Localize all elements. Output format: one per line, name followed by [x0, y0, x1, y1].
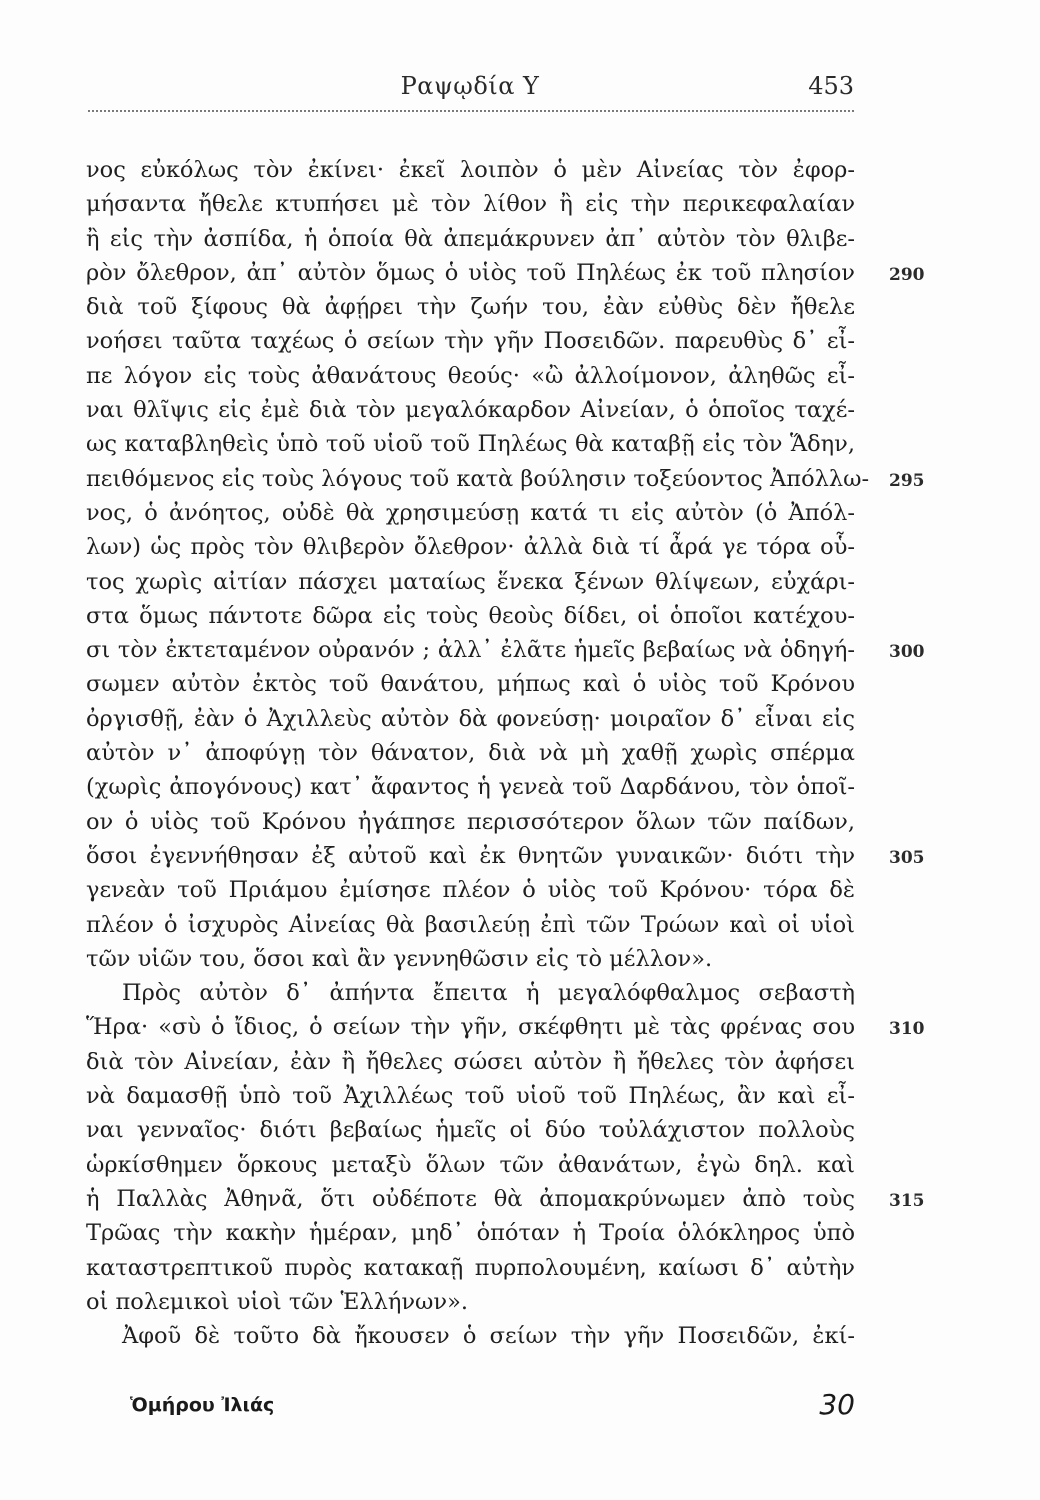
text-line: [86, 736, 855, 770]
text-line: [86, 222, 855, 256]
text-line-content: νὰ δαμασθῇ ὑπὸ τοῦ Ἀχιλλέως τοῦ υἱοῦ τοῦ Πηλέως, ἂν καὶ εἶ-: [86, 1083, 855, 1110]
text-line-content: μήσαντα ἤθελε κτυπήσει μὲ τὸν λίθον ἢ εἰς τὴν περικεφαλαίαν: [86, 191, 855, 218]
text-line-content: στα ὅμως πάντοτε δῶρα εἰς τοὺς θεοὺς δίδει, οἱ ὁποῖοι κατέχου-: [86, 602, 855, 629]
sheet-number: 30: [819, 1388, 855, 1421]
text-line-content: πειθόμενος εἰς τοὺς λόγους τοῦ κατὰ βούλησιν τοξεύοντος Ἀπόλλω-: [86, 465, 870, 492]
text-line-content: διὰ τοῦ ξίφους θὰ ἀφῄρει τὴν ζωήν του, ἐὰν εὐθὺς δὲν ἤθελε: [86, 294, 855, 321]
header-divider: [88, 110, 854, 115]
text-line-content: νος εὐκόλως τὸν ἐκίνει· ἐκεῖ λοιπὸν ὁ μὲν Αἰνείας τὸν ἐφορ-: [86, 157, 855, 183]
text-line-content: σωμεν αὐτὸν ἐκτὸς τοῦ θανάτου, μήπως καὶ ὁ υἱὸς τοῦ Κρόνου: [86, 671, 855, 698]
text-line-content: διὰ τὸν Αἰνείαν, ἐὰν ἢ ἤθελες σώσει αὐτὸν ἢ ἤθελες τὸν ἀφήσει: [86, 1048, 855, 1075]
text-line: [86, 462, 925, 496]
page-footer: [130, 1388, 855, 1428]
running-head: [86, 72, 854, 106]
text-line: [86, 1251, 855, 1285]
text-line-content: οἱ πολεμικοὶ υἱοὶ τῶν Ἑλλήνων».: [86, 1288, 468, 1315]
text-line-content: ναι γενναῖος· διότι βεβαίως ἡμεῖς οἱ δύο τοὐλάχιστον πολλοὺς: [86, 1117, 855, 1144]
text-line-content: ὡρκίσθημεν ὅρκους μεταξὺ ὅλων τῶν ἀθανάτων, ἐγὼ δηλ. καὶ: [86, 1151, 855, 1178]
signature-mark: Ὁμήρου Ἰλιάς: [130, 1394, 275, 1416]
text-line-content: Ἀφοῦ δὲ τοῦτο δὰ ἤκουσεν ὁ σείων τὴν γῆν Ποσειδῶν, ἐκί-: [122, 1323, 855, 1350]
text-line: [86, 1319, 855, 1353]
text-line: [86, 1113, 855, 1147]
text-line: [86, 393, 855, 427]
text-line: [86, 839, 925, 873]
text-line: [86, 1285, 855, 1319]
text-line: [86, 805, 855, 839]
text-line-content: τος χωρὶς αἰτίαν πάσχει ματαίως ἕνεκα ξένων θλίψεων, εὐχάρι-: [86, 568, 855, 595]
text-line: [86, 599, 855, 633]
verse-line-number: 295: [889, 470, 925, 491]
text-line: [86, 976, 855, 1010]
verse-line-number: 290: [889, 264, 925, 285]
text-line-content: ως καταβληθεὶς ὑπὸ τοῦ υἱοῦ τοῦ Πηλέως θὰ καταβῇ εἰς τὸν Ἅδην,: [86, 431, 855, 458]
text-line: [86, 496, 855, 530]
text-line: [86, 942, 855, 976]
verse-line-number: 315: [889, 1190, 925, 1211]
verse-line-number: 310: [889, 1019, 925, 1040]
text-line: [86, 908, 855, 942]
text-line-content: νοήσει ταῦτα ταχέως ὁ σείων τὴν γῆν Ποσειδῶν. παρευθὺς δ᾽ εἶ-: [86, 328, 855, 355]
text-line-content: καταστρεπτικοῦ πυρὸς κατακαῇ πυρπολουμένη, καίωσι δ᾽ αὐτὴν: [86, 1254, 855, 1281]
text-line-content: γενεὰν τοῦ Πριάμου ἐμίσησε πλέον ὁ υἱὸς τοῦ Κρόνου· τόρα δὲ: [86, 877, 855, 904]
text-line-content: ὅσοι ἐγεννήθησαν ἐξ αὐτοῦ καὶ ἐκ θνητῶν γυναικῶν· διότι τὴν: [86, 842, 855, 869]
text-line-content: ρὸν ὄλεθρον, ἀπ᾽ αὐτὸν ὅμως ὁ υἱὸς τοῦ Πηλέως ἐκ τοῦ πλησίον: [86, 259, 855, 286]
verse-line-number: 305: [889, 847, 925, 868]
text-line-content: Ἥρα· «σὺ ὁ ἴδιος, ὁ σείων τὴν γῆν, σκέφθητι μὲ τὰς φρένας σου: [86, 1014, 855, 1041]
text-line: [86, 667, 855, 701]
text-line-content: ναι θλῖψις εἰς ἐμὲ διὰ τὸν μεγαλόκαρδον Αἰνείαν, ὁ ὁποῖος ταχέ-: [86, 397, 855, 424]
text-line: [86, 1045, 855, 1079]
text-line: [86, 1182, 925, 1216]
text-line-content: σι τὸν ἐκτεταμένον οὐρανόν ; ἀλλ᾽ ἐλᾶτε ἡμεῖς βεβαίως νὰ ὁδηγή-: [86, 637, 855, 664]
text-line: [86, 530, 855, 564]
text-line-content: αὐτὸν ν᾽ ἀποφύγῃ τὸν θάνατον, διὰ νὰ μὴ χαθῇ χωρὶς σπέρμα: [86, 740, 855, 767]
text-line: [86, 427, 855, 461]
text-line-content: ὀργισθῇ, ἐὰν ὁ Ἀχιλλεὺς αὐτὸν δὰ φονεύσῃ· μοιραῖον δ᾽ εἶναι εἰς: [86, 705, 855, 732]
text-line-content: Πρὸς αὐτὸν δ᾽ ἀπήντα ἔπειτα ἡ μεγαλόφθαλμος σεβαστὴ: [122, 980, 855, 1007]
text-line: [86, 770, 855, 804]
text-line-content: λων) ὡς πρὸς τὸν θλιβερὸν ὄλεθρον· ἀλλὰ διὰ τί ἆρά γε τόρα οὗ-: [86, 534, 855, 561]
text-line: [86, 702, 855, 736]
text-line-content: (χωρὶς ἀπογόνους) κατ᾽ ἄφαντος ἡ γενεὰ τοῦ Δαρδάνου, τὸν ὁποῖ-: [86, 774, 855, 801]
text-line: [86, 565, 855, 599]
text-line: [86, 633, 925, 667]
text-line: [86, 256, 925, 290]
text-line-content: ον ὁ υἱὸς τοῦ Κρόνου ἠγάπησε περισσότερον ὅλων τῶν παίδων,: [86, 808, 855, 835]
text-line: [86, 873, 855, 907]
text-line: [86, 1079, 855, 1113]
text-line-content: Τρῶας τὴν κακὴν ἡμέραν, μηδ᾽ ὁπόταν ἡ Τροία ὁλόκληρος ὑπὸ: [86, 1220, 855, 1247]
text-line-content: νος, ὁ ἀνόητος, οὐδὲ θὰ χρησιμεύσῃ κατά τι εἰς αὐτὸν (ὁ Ἀπόλ-: [86, 499, 855, 526]
text-line: [86, 1010, 925, 1044]
page-number: 453: [808, 72, 854, 100]
text-line-content: ἡ Παλλὰς Ἀθηνᾶ, ὅτι οὐδέποτε θὰ ἀπομακρύνωμεν ἀπὸ τοὺς: [86, 1185, 855, 1212]
text-line: [86, 1216, 855, 1250]
text-line: [86, 153, 855, 187]
text-line: [86, 359, 855, 393]
text-line-content: πε λόγον εἰς τοὺς ἀθανάτους θεούς· «ὢ ἀλλοίμονον, ἀληθῶς εἶ-: [86, 362, 855, 389]
body-text: [86, 153, 925, 1353]
text-line-content: τῶν υἱῶν του, ὅσοι καὶ ἂν γεννηθῶσιν εἰς τὸ μέλλον».: [86, 945, 713, 972]
text-line: [86, 1148, 855, 1182]
text-line-content: πλέον ὁ ἰσχυρὸς Αἰνείας θὰ βασιλεύῃ ἐπὶ τῶν Τρώων καὶ οἱ υἱοὶ: [86, 911, 855, 938]
text-line: [86, 324, 855, 358]
text-line: [86, 290, 855, 324]
verse-line-number: 300: [889, 642, 925, 663]
running-title: Ραψῳδία Υ: [400, 72, 540, 100]
text-line: [86, 187, 855, 221]
text-line-content: ἢ εἰς τὴν ἀσπίδα, ἡ ὁποία θὰ ἀπεμάκρυνεν ἀπ᾽ αὐτὸν τὸν θλιβε-: [86, 225, 855, 252]
